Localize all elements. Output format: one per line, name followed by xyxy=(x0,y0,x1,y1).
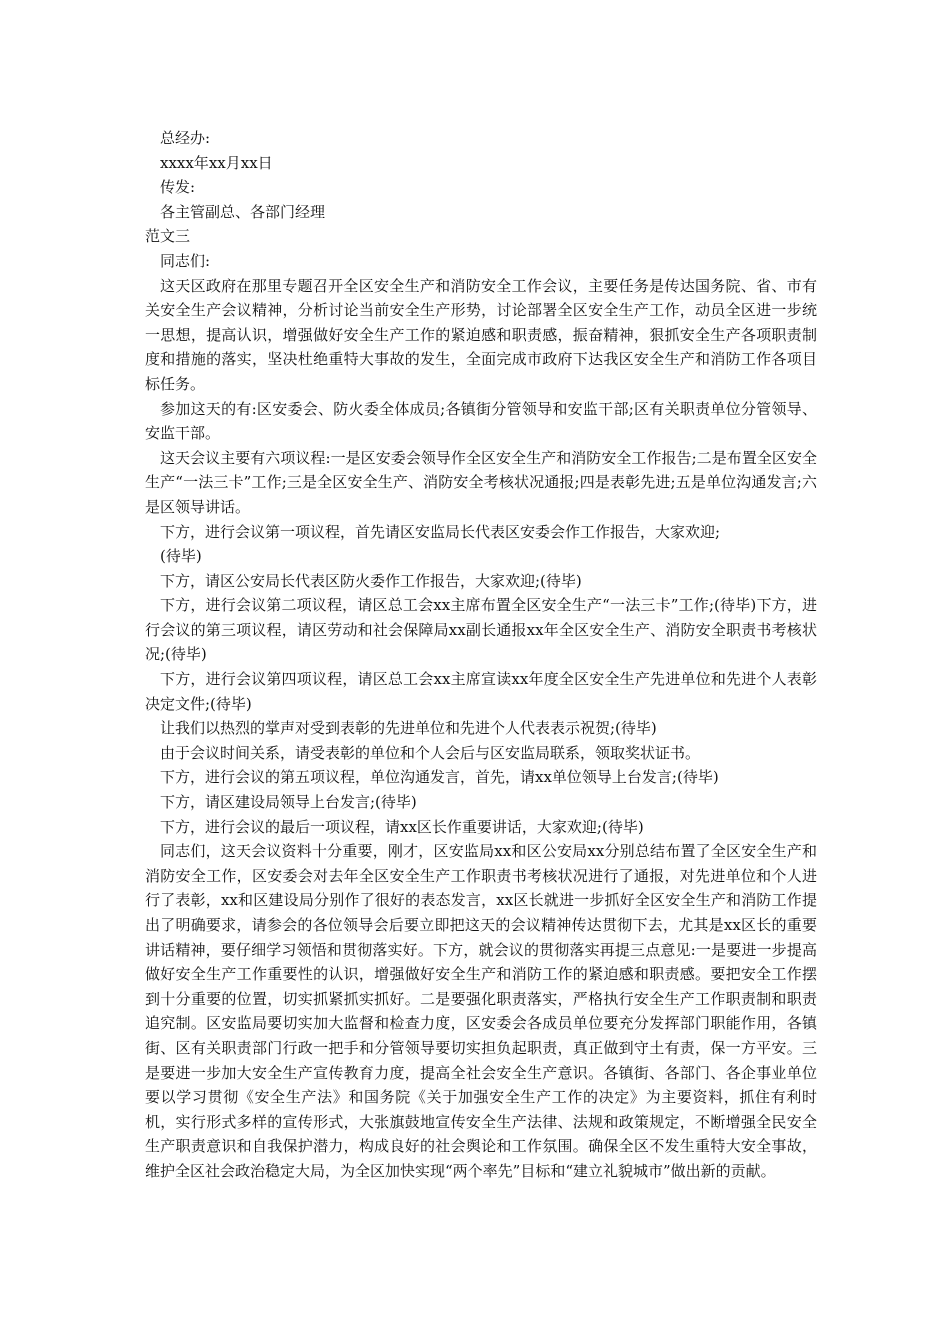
section-heading: 范文三 xyxy=(145,227,191,246)
paragraph-fire-report: 下方，请区公安局长代表区防火委作工作报告，大家欢迎;(待毕) xyxy=(160,571,582,590)
sender-label: 总经办: xyxy=(160,129,211,147)
paragraph-attendees: 参加这天的有:区安委会、防火委全体成员;各镇街分管领导和安监干部;区有关职责单位分管领导、安监干部。 xyxy=(145,399,817,443)
paragraph-item-5: 下方，进行会议的第五项议程，单位沟通发言，首先，请xx单位领导上台发言;(待毕) xyxy=(160,768,719,787)
salutation: 同志们: xyxy=(160,251,211,270)
paragraph-closing: 同志们，这天会议资料十分重要，刚才，区安监局xx和区公安局xx分别总结布置了全区安全生产和消防安全工作，区安委会对去年全区安全生产工作职责书考核状况进行了通报，对先进单位和个人进行了表彰，xx和区建设局分别作了很好的表态发言，xx区长就进一步抓好全区安全生产和消防工作提出了明确要求，请参会的各位领导会后要立即把这天的会议精神传达贯彻下去，尤其是xx区长的重要讲话精神，要仔细学习领悟和贯彻落实好。下方，就会议的贯彻落实再提三点意见:一是要进一步提高做好安全生产工作重要性的认识，增强做好安全生产和消防工作的紧迫感和职责感。要把安全工作摆到十分重要的位置，切实抓紧抓实抓好。二是要强化职责落实，严格执行安全生产工作职责制和职责追究制。区安监局要切实加大监督和检查力度，区安委会各成员单位要充分发挥部门职能作用，各镇街、区有关职责部门行政一把手和分管领导要切实担负起职责，真正做到守土有责，保一方平安。三是要进一步加大安全生产宣传教育力度，提高全社会安全生产意识。各镇街、各部门、各企事业单位要以学习贯彻《安全生产法》和国务院《关于加强安全生产工作的决定》为主要资料，抓住有利时机，实行形式多样的宣传形式，大张旗鼓地宣传安全生产法律、法规和政策规定，不断增强全民安全生产职责意识和自我保护潜力，构成良好的社会舆论和工作氛围。确保全区不发生重特大安全事故，维护全区社会政治稳定大局，为全区加快实现“两个率先”目标和“建立礼貌城市”做出新的贡献。 xyxy=(145,842,817,1180)
date-line: xxxx年xx月xx日 xyxy=(160,153,273,172)
distribution-label: 传发: xyxy=(160,178,196,197)
paragraph-pause: (待毕) xyxy=(160,547,202,566)
paragraph-item-1: 下方，进行会议第一项议程，首先请区安监局长代表区安委会作工作报告，大家欢迎; xyxy=(160,522,721,541)
paragraph-final-item: 下方，进行会议的最后一项议程，请xx区长作重要讲话，大家欢迎;(待毕) xyxy=(160,817,644,836)
paragraph-intro: 这天区政府在那里专题召开全区安全生产和消防安全工作会议，主要任务是传达国务院、省、市有关安全生产会议精神，分析讨论当前安全生产形势，讨论部署全区安全生产工作，动员全区进一步统一思想，提高认识，增强做好安全生产工作的紧迫感和职责感，振奋精神，狠抓安全生产各项职责制度和措施的落实，坚决杜绝重特大事故的发生，全面完成市政府下达我区安全生产和消防工作各项目标任务。 xyxy=(145,276,817,393)
paragraph-agenda: 这天会议主要有六项议程:一是区安委会领导作全区安全生产和消防安全工作报告;二是布置全区安全生产“一法三卡”工作;三是全区安全生产、消防安全考核状况通报;四是表彰先进;五是单位沟通发言;六是区领导讲话。 xyxy=(145,448,817,516)
paragraph-construction-speech: 下方，请区建设局领导上台发言;(待毕) xyxy=(160,793,417,812)
paragraph-awards-note: 由于会议时间关系，请受表彰的单位和个人会后与区安监局联系，领取奖状证书。 xyxy=(160,743,701,762)
document-body xyxy=(145,126,817,1184)
paragraph-item-4: 下方，进行会议第四项议程，请区总工会xx主席宣读xx年度全区安全生产先进单位和先进个人表彰决定文件;(待毕) xyxy=(145,670,817,713)
paragraph-applause: 让我们以热烈的掌声对受到表彰的先进单位和先进个人代表表示祝贺;(待毕) xyxy=(160,719,657,738)
paragraph-item-2-3: 下方，进行会议第二项议程，请区总工会xx主席布置全区安全生产“一法三卡”工作;(待毕)下方，进行会议的第三项议程，请区劳动和社会保障局xx副长通报xx年全区安全生产、消防安全职责书考核状况;(待毕) xyxy=(145,596,817,664)
distribution-recipients: 各主管副总、各部门经理 xyxy=(160,202,326,221)
